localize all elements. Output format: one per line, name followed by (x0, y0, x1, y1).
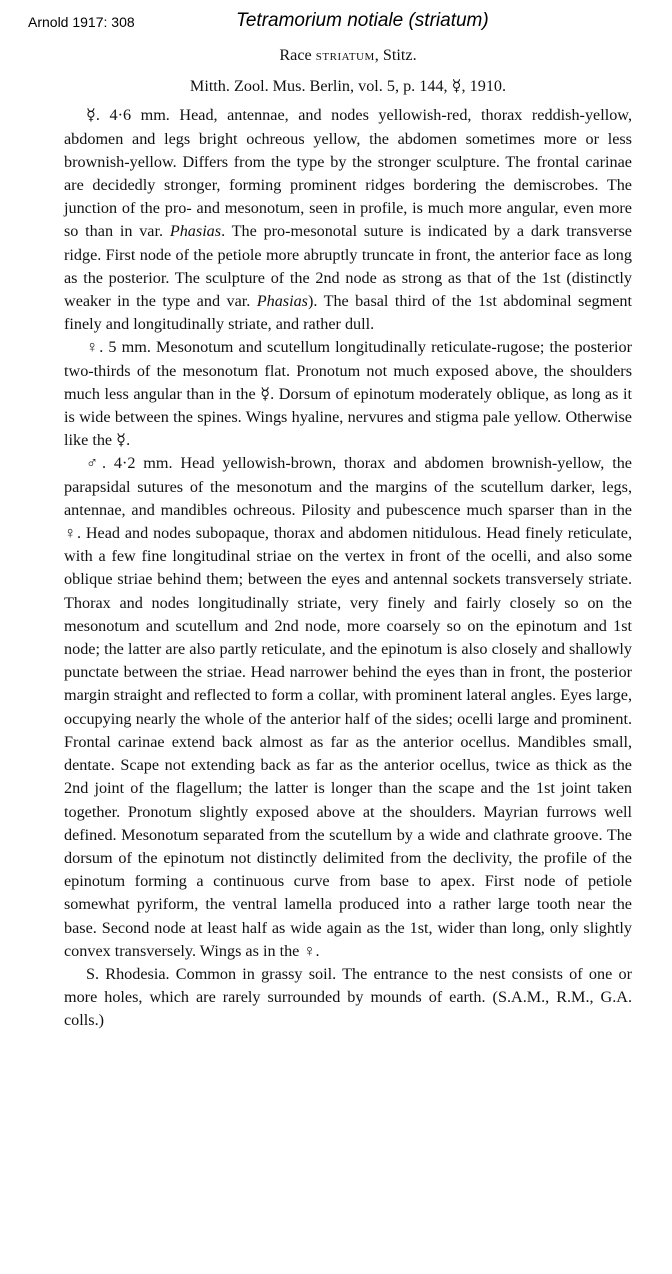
worker-description (64, 104, 632, 336)
female-description: ♀. 5 mm. Mesonotum and scutellum longitudinally reticulate-rugose; the posterior two-thirds of the mesonotum flat. Pronotum not much exposed above, the shoulders much less angular than in the ☿. Dorsum of epinotum moderately oblique, as long as it is wide between the spines. Wings hyaline, nervures and stigma pale yellow. Otherwise like the ☿. (64, 338, 632, 450)
worker-text-3: ). The basal third of the 1st abdominal segment finely and longitudinally striate, and rather dull. (64, 292, 632, 334)
document-body (64, 44, 632, 1033)
worker-italic-2: Phasias (256, 292, 308, 311)
race-suffix: , Stitz. (374, 46, 417, 64)
reference-line: Mitth. Zool. Mus. Berlin, vol. 5, p. 144, ☿, 1910. (189, 77, 507, 96)
locality-note: S. Rhodesia. Common in grassy soil. The entrance to the nest consists of one or more holes, which are rarely surrounded by mounds of earth. (S.A.M., R.M., G.A. colls.) (64, 964, 632, 1030)
page-header (28, 10, 668, 36)
worker-text-2: . The pro-mesonotal suture is indicated by a dark transverse ridge. First node of the petiole more abruptly truncate in front, the anterior face as long as the posterior. The sculpture of the 2nd node as strong as that of the 1st (distinctly weaker in the type and var. (64, 222, 632, 311)
citation-label: Arnold 1917: 308 (28, 14, 135, 30)
worker-text-1: ☿. 4·6 mm. Head, antennae, and nodes yellowish-red, thorax reddish-yellow, abdomen and legs bright ochreous yellow, the abdomen sometimes more or less brownish-yellow. Differs from the type by the stronger sculpture. The frontal carinae are decidedly stronger, forming prominent ridges bordering the demiscrobes. The junction of the pro- and mesonotum, seen in profile, is much more angular, even more so than in var. (64, 106, 632, 241)
race-prefix: Race (279, 46, 316, 64)
worker-italic-1: Phasias (169, 222, 222, 241)
race-name: striatum (315, 46, 375, 64)
race-title (64, 44, 632, 67)
species-title: Tetramorium notiale (striatum) (236, 10, 489, 31)
male-description: ♂. 4·2 mm. Head yellowish-brown, thorax and abdomen brownish-yellow, the parapsidal sutures of the mesonotum and the margins of the scutellum darker, legs, antennae, and mandibles ochreous. Pilosity and pubescence much sparser than in the ♀. Head and nodes subopaque, thorax and abdomen nitidulous. Head finely reticulate, with a few fine longitudinal striae on the vertex in front of the ocelli, and also some oblique striae behind them; between the eyes and antennal sockets transversely striate. Thorax and nodes longitudinally striate, very finely and fairly closely so on the mesonotum and scutellum and 2nd node, more coarsely so on the epinotum and 1st node; the latter are also partly reticulate, and the epinotum is also closely and shallowly punctate between the striae. Head narrower behind the eyes than in front, the posterior margin straight and reflected to form a collar, with prominent lateral angles. Eyes large, occupying nearly the whole of the anterior half of the sides; ocelli large and prominent. Frontal carinae extend back almost as far as the anterior ocellus. Mandibles small, dentate. Scape not extending back as far as the anterior ocellus, twice as thick as the 2nd joint of the flagellum; the latter is longer than the scape and the 1st joint taken together. Pronotum slightly exposed above at the shoulders. Mayrian furrows well defined. Mesonotum separated from the scutellum by a wide and clathrate groove. The dorsum of the epinotum not distinctly delimited from the declivity, the profile of the epinotum forming a continuous curve from base to apex. First node of petiole somewhat pyriform, the ventral lamella produced into a rather large tooth near the base. Second node at least half as wide again as the 1st, wider than long, only slightly convex transversely. Wings as in the ♀. (64, 454, 632, 960)
